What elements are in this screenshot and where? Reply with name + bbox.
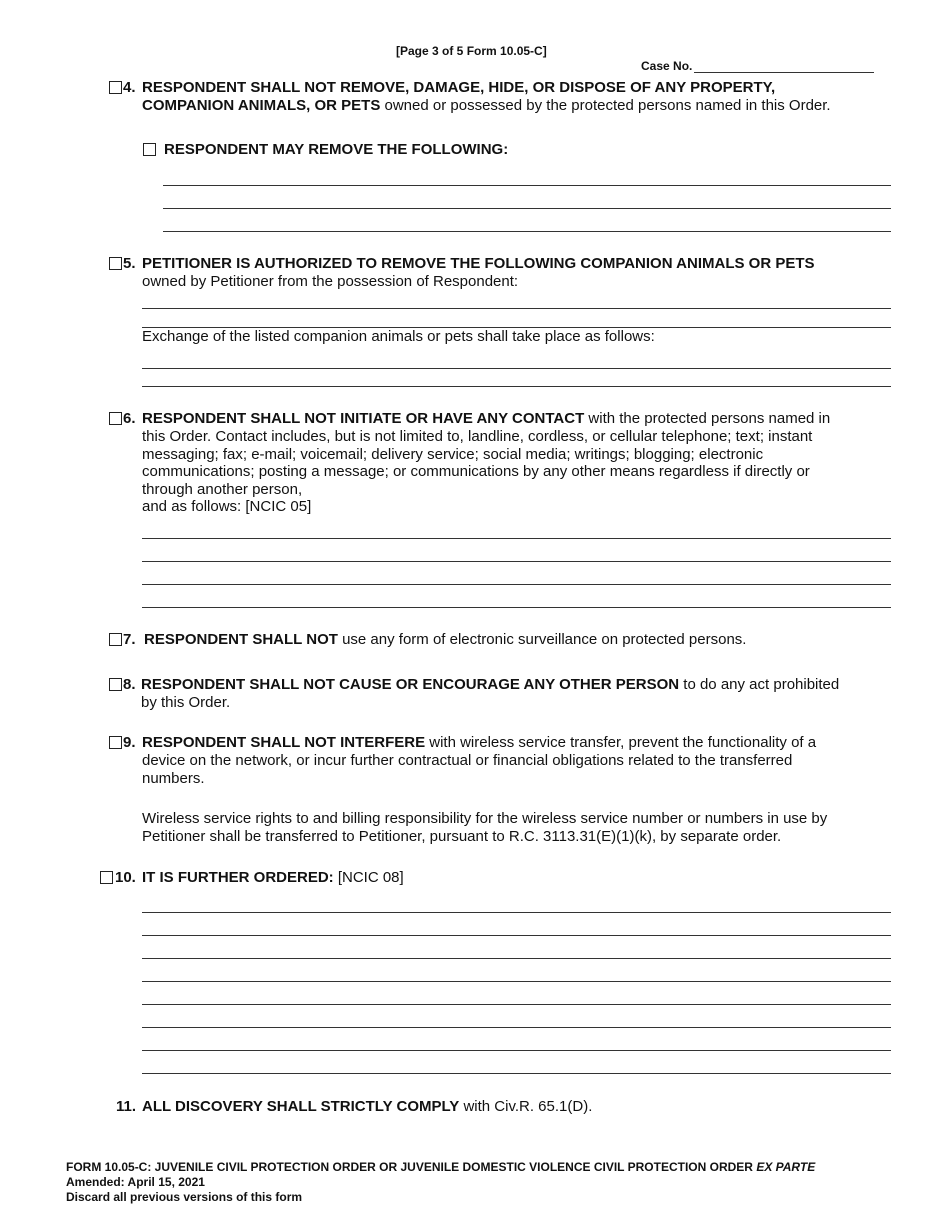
- item-10-number: 10.: [115, 869, 136, 886]
- item-9-line3: numbers.: [142, 770, 205, 787]
- item-4-blank-line[interactable]: [163, 231, 891, 232]
- item-9-para-line1: Wireless service rights to and billing responsibility for the wireless service number or numbers in use by: [142, 810, 828, 827]
- item-10-text: [NCIC 08]: [333, 869, 404, 886]
- item-10-blank-line[interactable]: [142, 935, 891, 936]
- item-11-line: [142, 1098, 592, 1116]
- item-6-line4: communications; posting a message; or communications by any other means regardless if directly or: [142, 463, 810, 480]
- item-6-number: 6.: [123, 410, 136, 427]
- item-10-blank-line[interactable]: [142, 1027, 891, 1028]
- item-4-line2: [142, 97, 831, 115]
- item-5-text: owned by Petitioner from the possession of Respondent:: [142, 273, 519, 290]
- item-6-checkbox[interactable]: [109, 412, 122, 425]
- item-10-blank-line[interactable]: [142, 1050, 891, 1051]
- item-8-heading: RESPONDENT SHALL NOT CAUSE OR ENCOURAGE ANY OTHER PERSON: [141, 676, 680, 693]
- item-6-line3: messaging; fax; e-mail; voicemail; delivery service; social media; writings; blogging; electronic: [142, 446, 764, 463]
- item-8-checkbox[interactable]: [109, 678, 122, 691]
- item-11-heading: ALL DISCOVERY SHALL STRICTLY COMPLY: [142, 1098, 460, 1115]
- item-7-text: use any form of electronic surveillance on protected persons.: [337, 631, 747, 648]
- case-no-field[interactable]: [694, 72, 874, 73]
- item-10-blank-line[interactable]: [142, 912, 891, 913]
- item-9-heading: RESPONDENT SHALL NOT INTERFERE: [142, 734, 426, 751]
- footer-amended: Amended: April 15, 2021: [66, 1175, 205, 1189]
- page-label: [Page 3 of 5 Form 10.05-C]: [396, 44, 547, 58]
- footer-form-italic: EX PARTE: [756, 1160, 816, 1174]
- item-6-heading: RESPONDENT SHALL NOT INITIATE OR HAVE ANY CONTACT: [142, 410, 585, 427]
- item-4-blank-line[interactable]: [163, 208, 891, 209]
- item-5-checkbox[interactable]: [109, 257, 122, 270]
- case-no-label: Case No.: [641, 59, 693, 73]
- item-10-blank-line[interactable]: [142, 958, 891, 959]
- footer-form-title: [66, 1160, 815, 1175]
- item-9-line1: [142, 734, 816, 752]
- item-8-text: to do any act prohibited: [679, 676, 840, 693]
- item-11-text: with Civ.R. 65.1(D).: [459, 1098, 593, 1115]
- item-9-para-line2: Petitioner shall be transferred to Petitioner, pursuant to R.C. 3113.31(E)(1)(k), by separate order.: [142, 828, 782, 845]
- item-9-text: with wireless service transfer, prevent the functionality of a: [425, 734, 817, 751]
- item-4-checkbox[interactable]: [109, 81, 122, 94]
- item-10-heading: IT IS FURTHER ORDERED:: [142, 869, 334, 886]
- item-5-number: 5.: [123, 255, 136, 272]
- item-9-number: 9.: [123, 734, 136, 751]
- item-6-line6: and as follows: [NCIC 05]: [142, 498, 312, 515]
- item-11-number: 11.: [116, 1098, 137, 1115]
- item-5-blank-line[interactable]: [142, 368, 891, 369]
- item-7-heading: RESPONDENT SHALL NOT: [144, 631, 338, 648]
- item-10-blank-line[interactable]: [142, 981, 891, 982]
- item-6-blank-line[interactable]: [142, 607, 891, 608]
- item-5-blank-line[interactable]: [142, 308, 891, 309]
- footer-discard-note: Discard all previous versions of this form: [66, 1190, 303, 1204]
- item-4-heading: RESPONDENT SHALL NOT REMOVE, DAMAGE, HIDE, OR DISPOSE OF ANY PROPERTY,: [142, 79, 776, 96]
- item-4-heading-cont: COMPANION ANIMALS, OR PETS: [142, 97, 381, 114]
- item-4-blank-line[interactable]: [163, 185, 891, 186]
- item-8-number: 8.: [123, 676, 136, 693]
- item-10-blank-line[interactable]: [142, 1073, 891, 1074]
- item-4-sub-label: RESPONDENT MAY REMOVE THE FOLLOWING:: [164, 141, 509, 158]
- item-5-blank-line[interactable]: [142, 386, 891, 387]
- item-10-checkbox[interactable]: [100, 871, 113, 884]
- item-6-blank-line[interactable]: [142, 584, 891, 585]
- item-10-blank-line[interactable]: [142, 1004, 891, 1005]
- item-8-line1: [141, 676, 839, 694]
- item-6-blank-line[interactable]: [142, 561, 891, 562]
- item-8-line2: by this Order.: [141, 694, 231, 711]
- item-7-checkbox[interactable]: [109, 633, 122, 646]
- item-5-heading: PETITIONER IS AUTHORIZED TO REMOVE THE FOLLOWING COMPANION ANIMALS OR PETS: [142, 255, 815, 272]
- item-6-line2: this Order. Contact includes, but is not limited to, landline, cordless, or cellular telephone; text; instant: [142, 428, 813, 445]
- item-4-text: owned or possessed by the protected persons named in this Order.: [380, 97, 831, 114]
- item-10-line: [142, 869, 404, 887]
- item-4-number: 4.: [123, 79, 136, 96]
- footer-form-name: FORM 10.05-C: JUVENILE CIVIL PROTECTION ORDER OR JUVENILE DOMESTIC VIOLENCE CIVIL PROTECTION ORDER: [66, 1160, 757, 1174]
- item-6-line1: [142, 410, 830, 428]
- item-5-exchange-text: Exchange of the listed companion animals or pets shall take place as follows:: [142, 328, 655, 345]
- item-6-line5: through another person,: [142, 481, 303, 498]
- item-6-text: with the protected persons named in: [584, 410, 831, 427]
- item-7-line: [144, 631, 746, 649]
- item-6-blank-line[interactable]: [142, 538, 891, 539]
- item-9-checkbox[interactable]: [109, 736, 122, 749]
- item-7-number: 7.: [123, 631, 136, 648]
- item-9-line2: device on the network, or incur further contractual or financial obligations related to the transferred: [142, 752, 793, 769]
- item-4-sub-checkbox[interactable]: [143, 143, 156, 156]
